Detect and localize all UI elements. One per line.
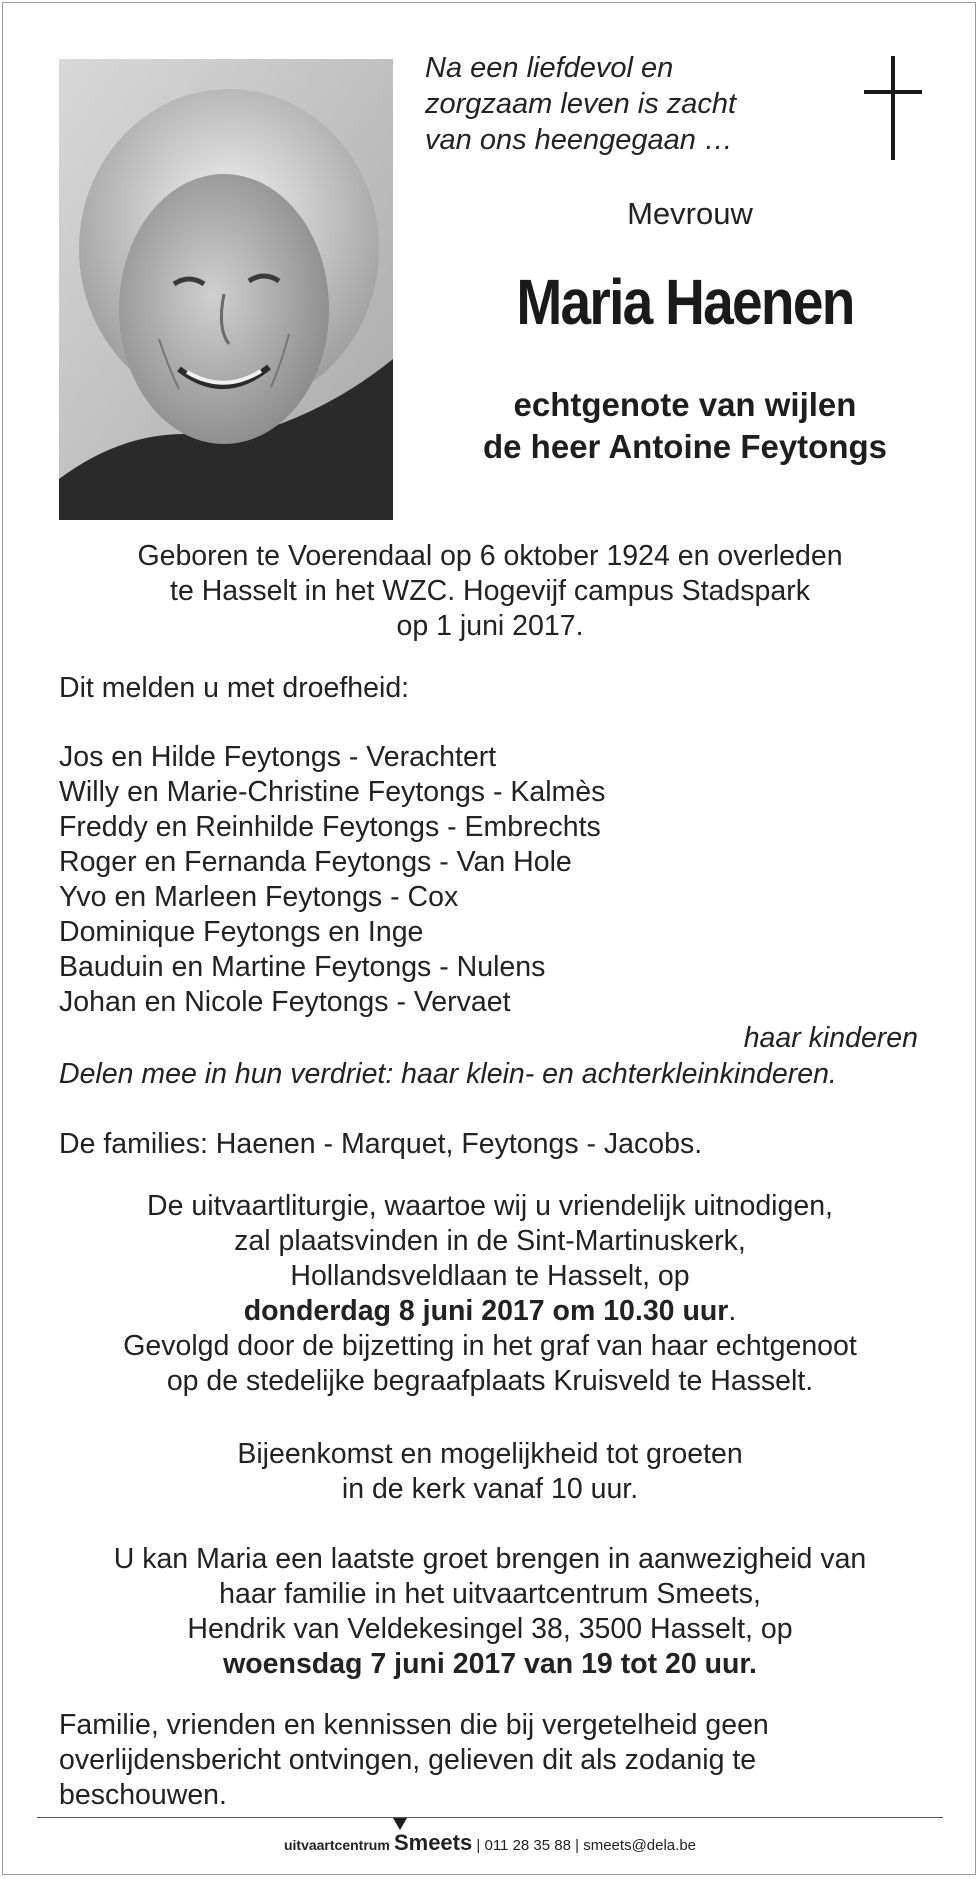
children-label: haar kinderen (743, 1022, 918, 1054)
portrait-photo (59, 59, 393, 520)
visitation-date: woensdag 7 juni 2017 van 19 tot 20 uur. (223, 1648, 757, 1680)
visitation-line: Hendrik van Veldekesingel 38, 3500 Hasselt, op (187, 1613, 793, 1645)
salutation: Mevrouw (627, 196, 753, 231)
footer-email: smeets@dela.be (583, 1837, 697, 1854)
notice-line: Familie, vrienden en kennissen die bij vergetelheid geen (59, 1709, 769, 1741)
gathering-info (40, 1437, 940, 1507)
portrait-photo-icon (59, 59, 393, 520)
gathering-line: Bijeenkomst en mogelijkheid tot groeten (237, 1438, 743, 1470)
list-item: Bauduin en Martine Feytongs - Nulens (59, 951, 546, 983)
list-item: Yvo en Marleen Feytongs - Cox (59, 881, 459, 913)
funeral-line: zal plaatsvinden in de Sint-Martinuskerk, (234, 1225, 746, 1257)
funeral-line: Gevolgd door de bijzetting in het graf van haar echtgenoot (123, 1330, 857, 1362)
list-item: Dominique Feytongs en Inge (59, 916, 424, 948)
footer-separator: | (575, 1837, 580, 1854)
quote-line: zorgzaam leven is zacht (425, 88, 737, 120)
birth-death-info (40, 539, 940, 644)
footer-brand-prefix: uitvaartcentrum (283, 1837, 390, 1853)
children-list (59, 740, 939, 1020)
birth-death-line: op 1 juni 2017. (396, 610, 584, 642)
quote-line: Na een liefdevol en (425, 52, 674, 84)
list-item: Willy en Marie-Christine Feytongs - Kalmès (59, 776, 606, 808)
triangle-marker-icon (393, 1818, 407, 1830)
footer-separator: | (476, 1837, 481, 1854)
deceased-name: Maria Haenen (516, 266, 854, 338)
spouse-line: de heer Antoine Feytongs (483, 428, 887, 465)
funeral-info (40, 1189, 940, 1399)
gathering-line: in de kerk vanaf 10 uur. (341, 1473, 639, 1505)
families-note: De families: Haenen - Marquet, Feytongs - Jacobs. (59, 1128, 703, 1160)
announcement-intro: Dit melden u met droefheid: (59, 672, 410, 704)
funeral-date-suffix: . (728, 1295, 737, 1327)
birth-death-line: te Hasselt in het WZC. Hogevijf campus Stadspark (170, 575, 810, 607)
visitation-line: haar familie in het uitvaartcentrum Smeets, (219, 1578, 761, 1610)
quote-line: van ons heengegaan … (425, 124, 733, 156)
list-item: Johan en Nicole Feytongs - Vervaet (59, 986, 511, 1018)
funeral-date-line (40, 1294, 940, 1329)
footer-divider (37, 1817, 943, 1818)
funeral-line: Hollandsveldlaan te Hasselt, op (290, 1260, 690, 1292)
opening-quote (425, 50, 845, 158)
list-item: Jos en Hilde Feytongs - Verachtert (59, 741, 497, 773)
grandchildren-note: Delen mee in hun verdriet: haar klein- en achterkleinkinderen. (59, 1058, 837, 1090)
funeral-line: De uitvaartliturgie, waartoe wij u vriendelijk uitnodigen, (147, 1190, 833, 1222)
spouse-info (430, 384, 940, 468)
funeral-line: op de stedelijke begraafplaats Kruisveld te Hasselt. (166, 1365, 814, 1397)
notice-line: overlijdensbericht ontvingen, gelieven dit als zodanig te (59, 1744, 757, 1776)
visitation-info (40, 1542, 940, 1682)
notice-line: beschouwen. (59, 1779, 227, 1811)
cross-icon (864, 56, 922, 160)
footer-brand-name: Smeets (393, 1830, 473, 1855)
birth-death-line: Geboren te Voerendaal op 6 oktober 1924 en overleden (137, 540, 843, 572)
list-item: Roger en Fernanda Feytongs - Van Hole (59, 846, 572, 878)
spouse-line: echtgenote van wijlen (513, 386, 857, 423)
notice (59, 1708, 939, 1813)
visitation-line: U kan Maria een laatste groet brengen in aanwezigheid van (113, 1543, 867, 1575)
list-item: Freddy en Reinhilde Feytongs - Embrechts (59, 811, 601, 843)
funeral-date: donderdag 8 juni 2017 om 10.30 uur (243, 1295, 729, 1327)
footer (0, 1830, 980, 1856)
footer-phone: 011 28 35 88 (484, 1837, 571, 1854)
